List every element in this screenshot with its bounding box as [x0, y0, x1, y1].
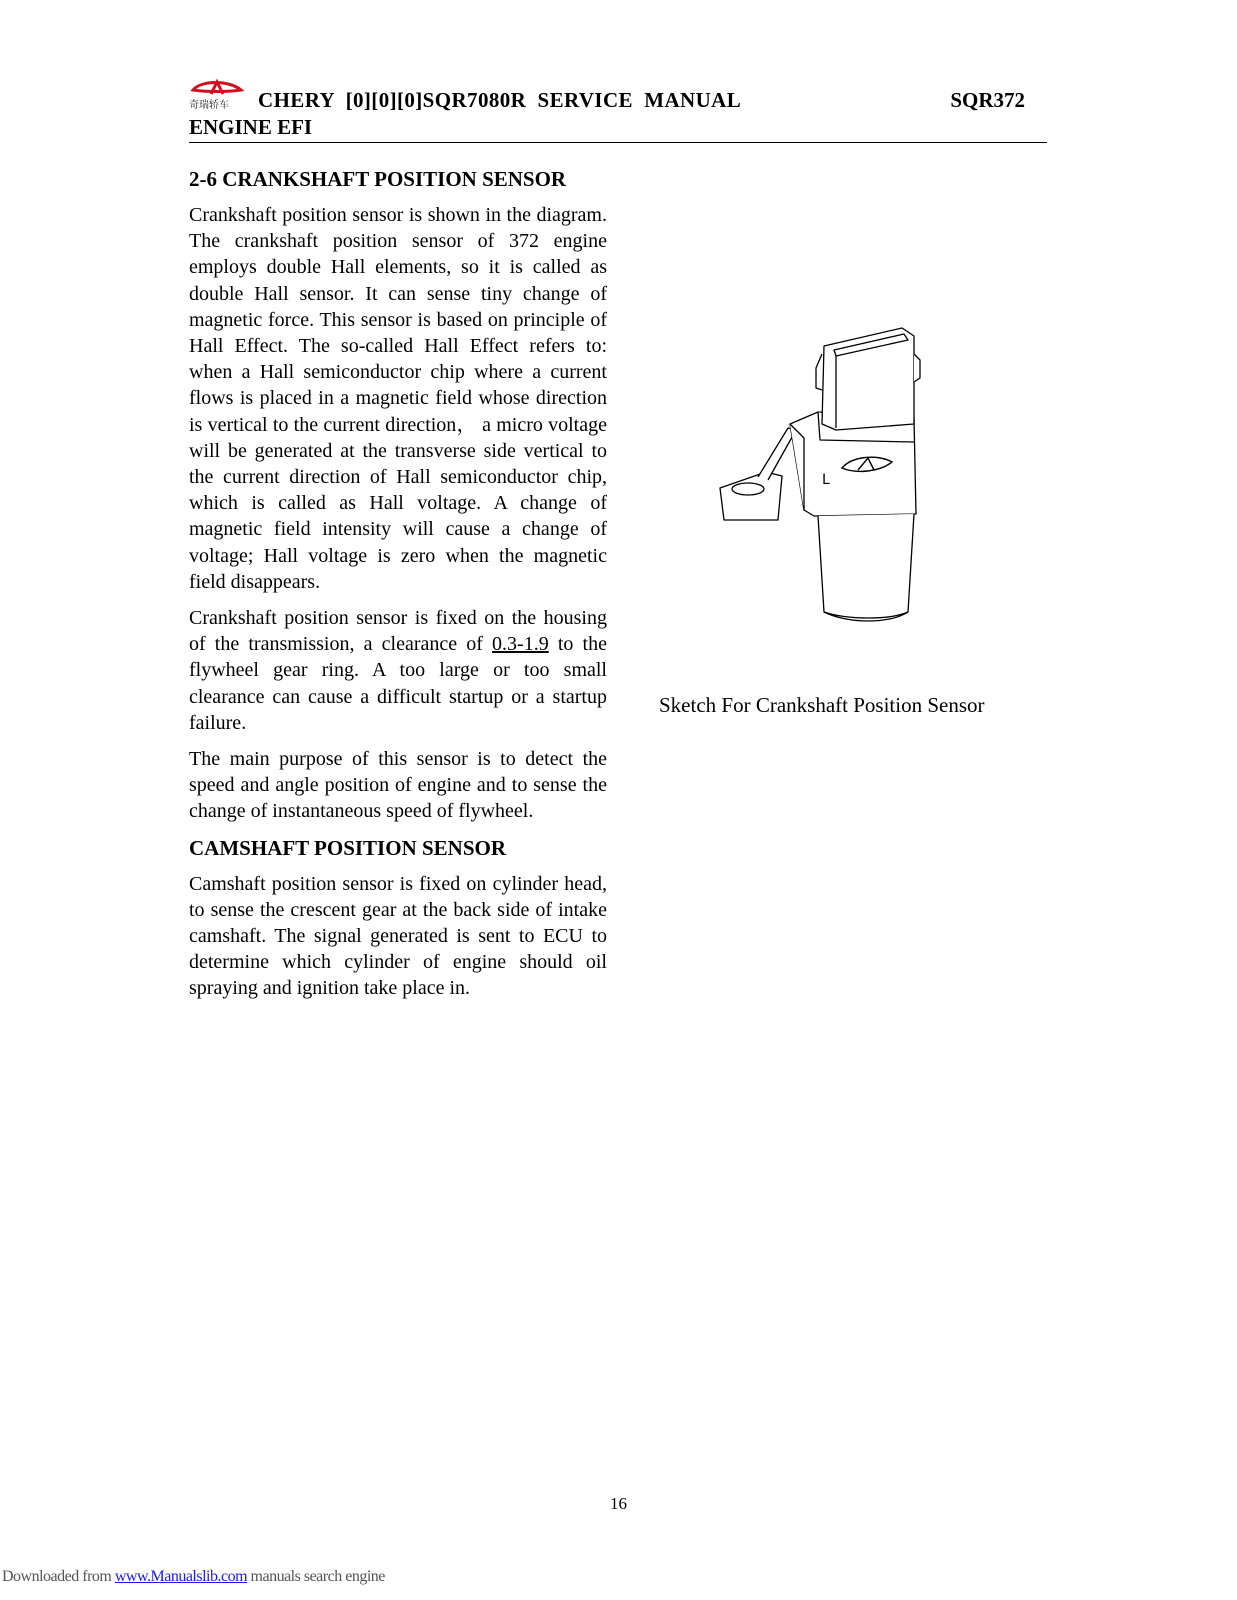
crankshaft-sensor-sketch — [718, 320, 956, 645]
header-rule — [189, 142, 1047, 143]
manualslib-link[interactable]: www.Manualslib.com — [114, 1568, 248, 1585]
clearance-text-start: Crankshaft position sensor is fixed on the housing of the transmission, a clearance of — [189, 607, 607, 656]
manual-title: CHERY [0][0][0]SQR7080R SERVICE MANUAL — [258, 88, 742, 112]
clearance-text-end: to the flywheel gear ring. A too large or too small clearance can cause a difficult startup or a startup failure. — [189, 633, 607, 734]
footer-suffix: manuals search engine — [247, 1568, 385, 1585]
chapter-title: ENGINE EFI — [189, 115, 313, 139]
svg-text:L: L — [822, 472, 830, 488]
download-footer — [2, 1568, 385, 1586]
paragraph-clearance — [189, 605, 607, 736]
figure-caption: Sketch For Crankshaft Position Sensor — [659, 693, 985, 717]
page-number: 16 — [610, 1494, 627, 1513]
paragraph-hall-effect: Crankshaft position sensor is shown in the diagram. The crankshaft position sensor of 372 engine employs double Hall elements, so it is called as double Hall sensor. It can sense tiny change of magnetic force. This sensor is based on principle of Hall Effect. The so-called Hall Effect refers to: when a Hall semiconductor chip where a current flows is placed in a magnetic field whose direction is vertical to the current direction， a micro voltage will be generated at the transverse side vertical to the current direction of Hall semiconductor chip, which is called as Hall voltage. A change of magnetic field intensity will cause a change of voltage; Hall voltage is zero when the magnetic field disappears. — [189, 204, 607, 593]
section-heading-crankshaft: 2-6 CRANKSHAFT POSITION SENSOR — [189, 167, 567, 191]
chery-logo — [189, 78, 245, 110]
engine-code: SQR372 — [950, 88, 1025, 112]
text-column — [189, 166, 607, 1012]
section-heading-camshaft: CAMSHAFT POSITION SENSOR — [189, 835, 507, 860]
svg-text:奇瑞轿车: 奇瑞轿车 — [189, 100, 229, 110]
paragraph-camshaft: Camshaft position sensor is fixed on cylinder head, to sense the crescent gear at the back side of intake camshaft. The signal generated is sent to ECU to determine which cylinder of engine should oil spraying and ignition take place in. — [189, 872, 607, 1000]
footer-prefix: Downloaded from — [2, 1568, 115, 1585]
clearance-value: 0.3-1.9 — [492, 633, 549, 656]
paragraph-purpose: The main purpose of this sensor is to detect the speed and angle position of engine and to sense the change of instantaneous speed of flywheel. — [189, 748, 607, 823]
